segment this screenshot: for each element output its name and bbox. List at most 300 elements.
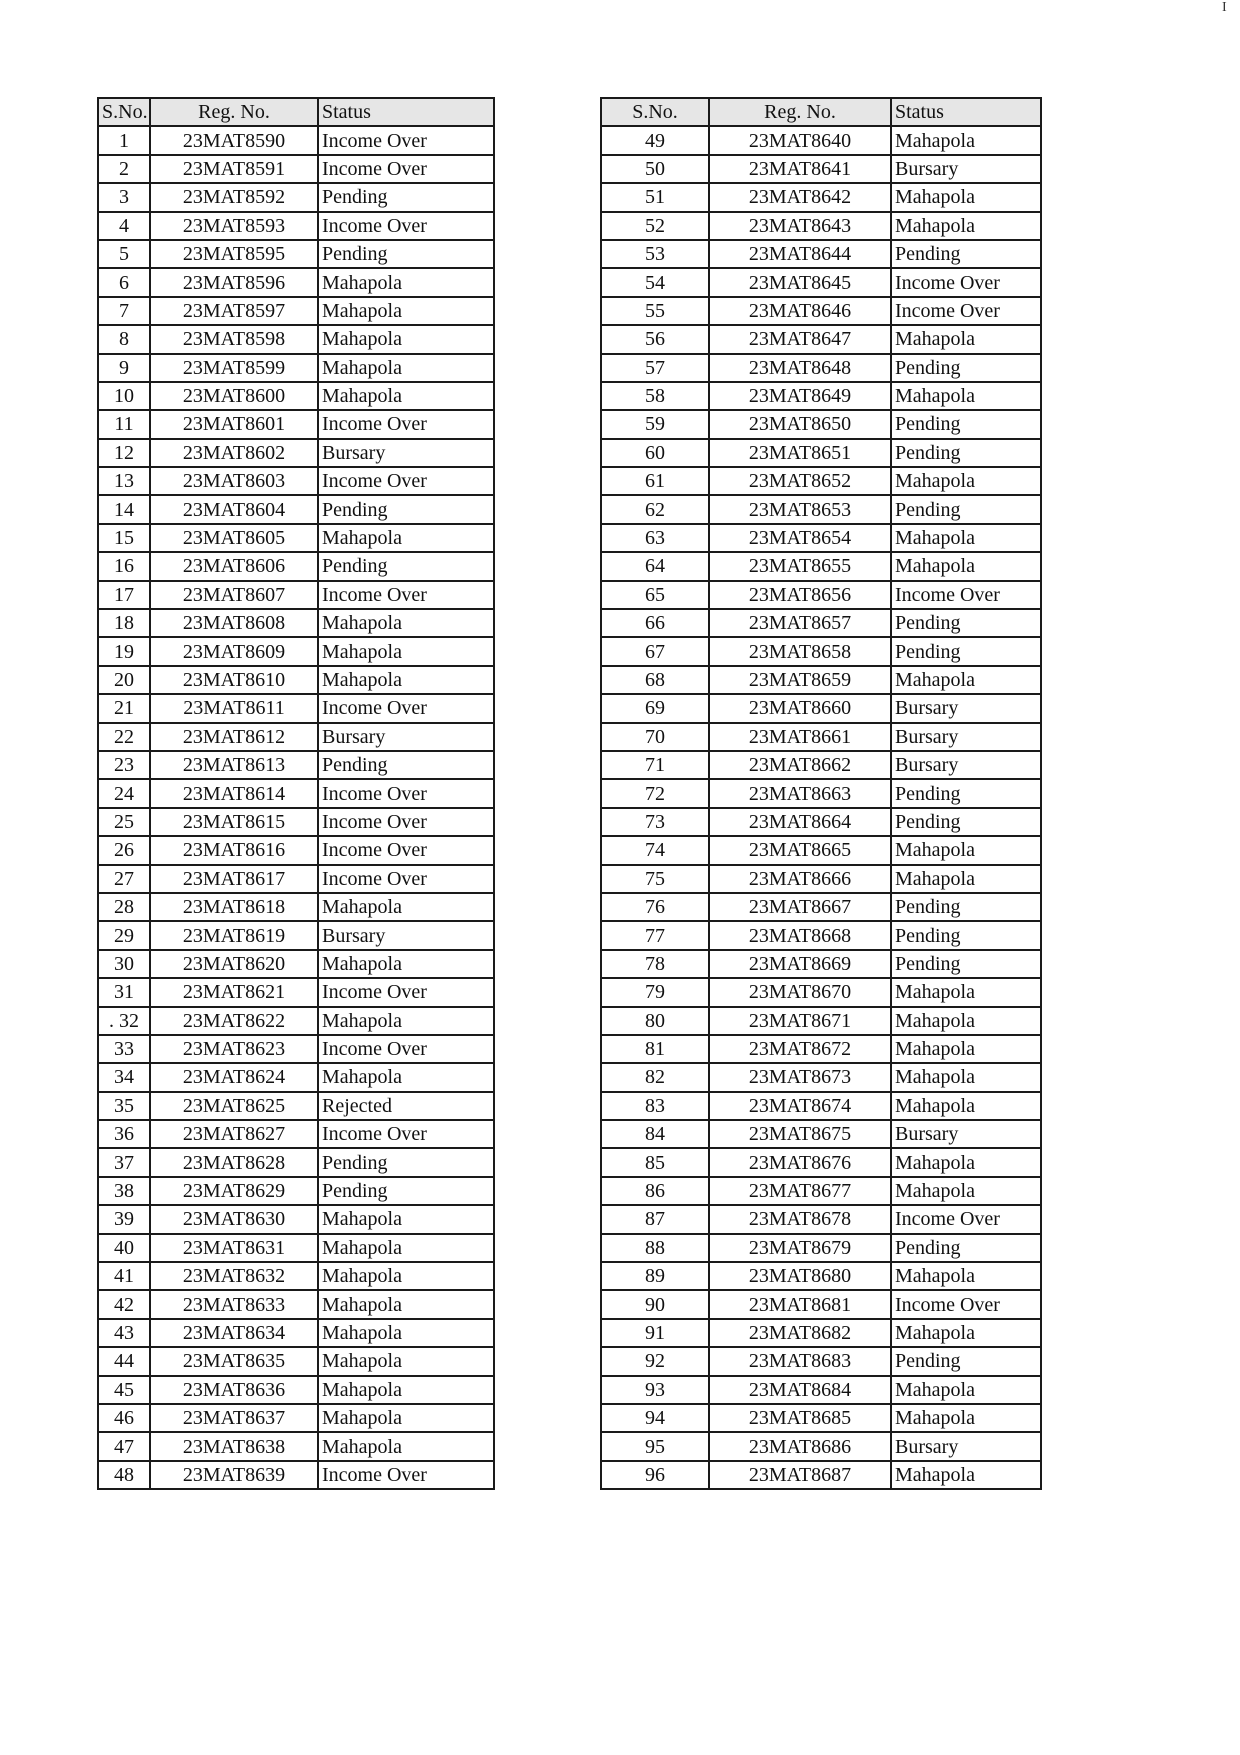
table-row (601, 354, 1041, 382)
table-row (98, 1262, 494, 1290)
cell-sno: 19 (98, 637, 150, 665)
cell-reg-no: 23MAT8678 (709, 1205, 891, 1233)
table-row (98, 268, 494, 296)
table-row (601, 666, 1041, 694)
cell-status: Bursary (891, 1432, 1041, 1460)
header-sno: S.No. (601, 98, 709, 126)
cell-status: Mahapola (318, 1404, 494, 1432)
cell-status: Pending (318, 552, 494, 580)
table-row (601, 1205, 1041, 1233)
cell-reg-no: 23MAT8612 (150, 723, 318, 751)
cell-sno: 22 (98, 723, 150, 751)
cell-status: Bursary (891, 694, 1041, 722)
cell-reg-no: 23MAT8597 (150, 297, 318, 325)
cell-reg-no: 23MAT8649 (709, 382, 891, 410)
table-row (98, 1092, 494, 1120)
cell-status: Mahapola (891, 1035, 1041, 1063)
cell-sno: 27 (98, 865, 150, 893)
table-row (98, 1376, 494, 1404)
cell-status: Income Over (891, 268, 1041, 296)
cell-sno: 50 (601, 155, 709, 183)
cell-reg-no: 23MAT8674 (709, 1092, 891, 1120)
cell-sno: 76 (601, 893, 709, 921)
cell-status: Pending (891, 950, 1041, 978)
table-row (98, 410, 494, 438)
table-row (601, 524, 1041, 552)
table-row (601, 1148, 1041, 1176)
cell-sno: 40 (98, 1234, 150, 1262)
cell-reg-no: 23MAT8618 (150, 893, 318, 921)
cell-status: Mahapola (891, 325, 1041, 353)
cell-reg-no: 23MAT8638 (150, 1432, 318, 1460)
table-row (98, 723, 494, 751)
table-row (601, 1092, 1041, 1120)
cell-sno: 57 (601, 354, 709, 382)
cell-reg-no: 23MAT8654 (709, 524, 891, 552)
cell-sno: 4 (98, 212, 150, 240)
cell-sno: 89 (601, 1262, 709, 1290)
cell-reg-no: 23MAT8685 (709, 1404, 891, 1432)
cell-sno: 14 (98, 495, 150, 523)
cell-status: Mahapola (318, 325, 494, 353)
cell-reg-no: 23MAT8613 (150, 751, 318, 779)
cell-status: Mahapola (318, 1262, 494, 1290)
cell-sno: 25 (98, 808, 150, 836)
cell-status: Mahapola (891, 552, 1041, 580)
cell-sno: 51 (601, 183, 709, 211)
cell-status: Mahapola (891, 1461, 1041, 1489)
cell-status: Mahapola (318, 1319, 494, 1347)
cell-reg-no: 23MAT8590 (150, 126, 318, 154)
cell-status: Pending (891, 354, 1041, 382)
table-row (98, 666, 494, 694)
table-row (98, 921, 494, 949)
cell-sno: 68 (601, 666, 709, 694)
table-row (601, 637, 1041, 665)
cell-sno: 66 (601, 609, 709, 637)
table-row (98, 1205, 494, 1233)
cell-status: Pending (891, 808, 1041, 836)
table-row (98, 240, 494, 268)
cell-reg-no: 23MAT8675 (709, 1120, 891, 1148)
cell-reg-no: 23MAT8596 (150, 268, 318, 296)
cell-status: Mahapola (891, 1262, 1041, 1290)
table-header-row (98, 98, 494, 126)
table-row (601, 1461, 1041, 1489)
cell-sno: 85 (601, 1148, 709, 1176)
cell-sno: 20 (98, 666, 150, 694)
table-row (98, 1347, 494, 1375)
cell-status: Mahapola (891, 1148, 1041, 1176)
table-row (98, 751, 494, 779)
cell-status: Bursary (891, 155, 1041, 183)
cell-sno: 36 (98, 1120, 150, 1148)
cell-sno: 6 (98, 268, 150, 296)
cell-reg-no: 23MAT8608 (150, 609, 318, 637)
cell-reg-no: 23MAT8670 (709, 978, 891, 1006)
table-row (98, 1120, 494, 1148)
cell-reg-no: 23MAT8667 (709, 893, 891, 921)
cell-sno: 47 (98, 1432, 150, 1460)
cell-sno: 42 (98, 1290, 150, 1318)
table-row (601, 978, 1041, 1006)
table-row (601, 694, 1041, 722)
cell-reg-no: 23MAT8653 (709, 495, 891, 523)
table-row (98, 524, 494, 552)
table-row (601, 1432, 1041, 1460)
header-status: Status (318, 98, 494, 126)
cell-reg-no: 23MAT8598 (150, 325, 318, 353)
cell-sno: 84 (601, 1120, 709, 1148)
cell-reg-no: 23MAT8616 (150, 836, 318, 864)
cell-reg-no: 23MAT8666 (709, 865, 891, 893)
table-row (601, 1347, 1041, 1375)
cell-reg-no: 23MAT8610 (150, 666, 318, 694)
cell-sno: 90 (601, 1290, 709, 1318)
cell-reg-no: 23MAT8617 (150, 865, 318, 893)
table-row (98, 808, 494, 836)
cell-status: Mahapola (891, 524, 1041, 552)
cell-status: Bursary (318, 723, 494, 751)
cell-reg-no: 23MAT8658 (709, 637, 891, 665)
cell-reg-no: 23MAT8627 (150, 1120, 318, 1148)
cell-status: Mahapola (318, 297, 494, 325)
table-row (98, 1290, 494, 1318)
cell-status: Pending (318, 1148, 494, 1176)
table-row (98, 1234, 494, 1262)
cell-status: Mahapola (891, 1092, 1041, 1120)
cell-status: Mahapola (318, 382, 494, 410)
cell-sno: 71 (601, 751, 709, 779)
cell-sno: 15 (98, 524, 150, 552)
cell-status: Mahapola (318, 893, 494, 921)
cell-status: Mahapola (891, 1007, 1041, 1035)
table-row (601, 183, 1041, 211)
cell-sno: 58 (601, 382, 709, 410)
cell-status: Pending (891, 410, 1041, 438)
cell-reg-no: 23MAT8664 (709, 808, 891, 836)
cell-sno: 95 (601, 1432, 709, 1460)
cell-status: Pending (318, 495, 494, 523)
table-row (601, 297, 1041, 325)
table-row (601, 751, 1041, 779)
cell-sno: 49 (601, 126, 709, 154)
cell-sno: 88 (601, 1234, 709, 1262)
cell-sno: 17 (98, 581, 150, 609)
table-row (601, 1290, 1041, 1318)
table-row (601, 240, 1041, 268)
cell-reg-no: 23MAT8600 (150, 382, 318, 410)
cell-status: Mahapola (891, 1404, 1041, 1432)
table-body (98, 126, 494, 1489)
cell-status: Income Over (318, 779, 494, 807)
table-row (98, 978, 494, 1006)
cell-reg-no: 23MAT8641 (709, 155, 891, 183)
cell-sno: 78 (601, 950, 709, 978)
table-row (98, 155, 494, 183)
cell-status: Mahapola (891, 212, 1041, 240)
table-row (98, 637, 494, 665)
table-row (98, 325, 494, 353)
cell-reg-no: 23MAT8606 (150, 552, 318, 580)
cell-reg-no: 23MAT8655 (709, 552, 891, 580)
cell-status: Bursary (318, 439, 494, 467)
cell-reg-no: 23MAT8603 (150, 467, 318, 495)
cell-reg-no: 23MAT8656 (709, 581, 891, 609)
cell-status: Pending (891, 1234, 1041, 1262)
cell-reg-no: 23MAT8646 (709, 297, 891, 325)
table-row (601, 1063, 1041, 1091)
cell-status: Mahapola (318, 1205, 494, 1233)
cell-status: Pending (891, 609, 1041, 637)
cell-status: Pending (318, 240, 494, 268)
cell-reg-no: 23MAT8624 (150, 1063, 318, 1091)
cell-reg-no: 23MAT8686 (709, 1432, 891, 1460)
cell-status: Mahapola (891, 183, 1041, 211)
cell-status: Income Over (891, 1205, 1041, 1233)
cell-reg-no: 23MAT8631 (150, 1234, 318, 1262)
table-row (98, 212, 494, 240)
cell-sno: 61 (601, 467, 709, 495)
cell-status: Mahapola (891, 1319, 1041, 1347)
cell-status: Income Over (318, 410, 494, 438)
table-row (98, 354, 494, 382)
table-row (98, 1404, 494, 1432)
cell-sno: 29 (98, 921, 150, 949)
cell-status: Mahapola (891, 1063, 1041, 1091)
cell-reg-no: 23MAT8625 (150, 1092, 318, 1120)
table-row (601, 439, 1041, 467)
cell-status: Pending (891, 1347, 1041, 1375)
cell-sno: 64 (601, 552, 709, 580)
header-reg-no: Reg. No. (150, 98, 318, 126)
table-row (601, 1234, 1041, 1262)
cell-sno: 77 (601, 921, 709, 949)
table-header-row (601, 98, 1041, 126)
cell-reg-no: 23MAT8679 (709, 1234, 891, 1262)
cell-reg-no: 23MAT8632 (150, 1262, 318, 1290)
cell-sno: 33 (98, 1035, 150, 1063)
cell-status: Mahapola (318, 609, 494, 637)
cell-status: Rejected (318, 1092, 494, 1120)
cell-sno: 1 (98, 126, 150, 154)
table-row (98, 439, 494, 467)
cell-status: Income Over (318, 467, 494, 495)
table-row (601, 1376, 1041, 1404)
cell-status: Pending (891, 439, 1041, 467)
table-row (601, 1262, 1041, 1290)
cell-reg-no: 23MAT8659 (709, 666, 891, 694)
cell-sno: 54 (601, 268, 709, 296)
cell-sno: 69 (601, 694, 709, 722)
cell-sno: 23 (98, 751, 150, 779)
table-row (98, 1319, 494, 1347)
cell-reg-no: 23MAT8599 (150, 354, 318, 382)
cell-sno: 35 (98, 1092, 150, 1120)
table-row (98, 183, 494, 211)
cell-sno: 65 (601, 581, 709, 609)
status-table-left (97, 97, 495, 1490)
cell-status: Mahapola (891, 1376, 1041, 1404)
cell-sno: 39 (98, 1205, 150, 1233)
cell-status: Pending (891, 779, 1041, 807)
cell-sno: 74 (601, 836, 709, 864)
cell-status: Mahapola (318, 524, 494, 552)
table-row (601, 495, 1041, 523)
cell-sno: 96 (601, 1461, 709, 1489)
cell-sno: 38 (98, 1177, 150, 1205)
cell-reg-no: 23MAT8651 (709, 439, 891, 467)
cell-reg-no: 23MAT8629 (150, 1177, 318, 1205)
cell-reg-no: 23MAT8593 (150, 212, 318, 240)
cell-sno: 2 (98, 155, 150, 183)
cell-reg-no: 23MAT8662 (709, 751, 891, 779)
cell-reg-no: 23MAT8622 (150, 1007, 318, 1035)
table-row (98, 893, 494, 921)
cell-reg-no: 23MAT8630 (150, 1205, 318, 1233)
table-row (98, 836, 494, 864)
table-row (98, 1063, 494, 1091)
cell-sno: 34 (98, 1063, 150, 1091)
cell-status: Mahapola (318, 1007, 494, 1035)
cell-sno: 70 (601, 723, 709, 751)
cell-sno: 62 (601, 495, 709, 523)
cell-sno: 10 (98, 382, 150, 410)
status-table-right (600, 97, 1042, 1490)
table-row (601, 808, 1041, 836)
table-body (601, 126, 1041, 1489)
cell-sno: 75 (601, 865, 709, 893)
cell-reg-no: 23MAT8637 (150, 1404, 318, 1432)
cell-status: Pending (318, 183, 494, 211)
table-row (601, 552, 1041, 580)
cell-reg-no: 23MAT8643 (709, 212, 891, 240)
cell-reg-no: 23MAT8682 (709, 1319, 891, 1347)
cell-reg-no: 23MAT8614 (150, 779, 318, 807)
table-row (601, 893, 1041, 921)
cell-status: Income Over (318, 808, 494, 836)
cell-sno: . 32 (98, 1007, 150, 1035)
table-row (601, 836, 1041, 864)
cell-reg-no: 23MAT8660 (709, 694, 891, 722)
table-row (601, 1404, 1041, 1432)
cell-sno: 26 (98, 836, 150, 864)
cell-sno: 45 (98, 1376, 150, 1404)
table-row (98, 382, 494, 410)
cell-status: Mahapola (318, 1432, 494, 1460)
cell-sno: 21 (98, 694, 150, 722)
cell-reg-no: 23MAT8647 (709, 325, 891, 353)
table-row (601, 467, 1041, 495)
header-reg-no: Reg. No. (709, 98, 891, 126)
cell-reg-no: 23MAT8615 (150, 808, 318, 836)
cell-reg-no: 23MAT8672 (709, 1035, 891, 1063)
cell-sno: 93 (601, 1376, 709, 1404)
table-row (98, 297, 494, 325)
cell-status: Pending (318, 751, 494, 779)
cell-status: Bursary (891, 723, 1041, 751)
cell-status: Mahapola (891, 666, 1041, 694)
cell-status: Income Over (318, 1035, 494, 1063)
cell-reg-no: 23MAT8652 (709, 467, 891, 495)
cell-reg-no: 23MAT8665 (709, 836, 891, 864)
cell-sno: 28 (98, 893, 150, 921)
cell-sno: 46 (98, 1404, 150, 1432)
cell-status: Bursary (891, 751, 1041, 779)
cell-sno: 7 (98, 297, 150, 325)
cell-status: Income Over (318, 865, 494, 893)
cell-reg-no: 23MAT8635 (150, 1347, 318, 1375)
table-row (98, 1148, 494, 1176)
cell-reg-no: 23MAT8636 (150, 1376, 318, 1404)
cell-sno: 87 (601, 1205, 709, 1233)
cell-reg-no: 23MAT8609 (150, 637, 318, 665)
cell-status: Mahapola (318, 950, 494, 978)
cell-sno: 67 (601, 637, 709, 665)
header-status: Status (891, 98, 1041, 126)
table-row (601, 410, 1041, 438)
cell-status: Income Over (318, 126, 494, 154)
cell-sno: 44 (98, 1347, 150, 1375)
cell-status: Mahapola (318, 1290, 494, 1318)
table-row (601, 325, 1041, 353)
cell-reg-no: 23MAT8621 (150, 978, 318, 1006)
cell-sno: 52 (601, 212, 709, 240)
cell-sno: 60 (601, 439, 709, 467)
cell-sno: 79 (601, 978, 709, 1006)
table-row (601, 1035, 1041, 1063)
cell-status: Pending (891, 921, 1041, 949)
cell-status: Mahapola (318, 354, 494, 382)
cell-sno: 72 (601, 779, 709, 807)
cell-sno: 41 (98, 1262, 150, 1290)
cell-reg-no: 23MAT8684 (709, 1376, 891, 1404)
cell-reg-no: 23MAT8620 (150, 950, 318, 978)
cell-reg-no: 23MAT8591 (150, 155, 318, 183)
table-row (601, 126, 1041, 154)
cell-status: Mahapola (318, 268, 494, 296)
cell-sno: 92 (601, 1347, 709, 1375)
cell-sno: 30 (98, 950, 150, 978)
cell-sno: 16 (98, 552, 150, 580)
table-row (98, 1035, 494, 1063)
cell-status: Pending (891, 495, 1041, 523)
cell-status: Income Over (891, 1290, 1041, 1318)
table-row (601, 609, 1041, 637)
table-row (98, 779, 494, 807)
table-row (601, 155, 1041, 183)
table-row (98, 865, 494, 893)
cell-status: Mahapola (318, 1234, 494, 1262)
cell-reg-no: 23MAT8595 (150, 240, 318, 268)
cell-reg-no: 23MAT8681 (709, 1290, 891, 1318)
table-row (98, 609, 494, 637)
cell-reg-no: 23MAT8680 (709, 1262, 891, 1290)
cell-reg-no: 23MAT8661 (709, 723, 891, 751)
cell-sno: 91 (601, 1319, 709, 1347)
cell-status: Bursary (318, 921, 494, 949)
table-row (601, 1120, 1041, 1148)
cell-sno: 55 (601, 297, 709, 325)
cell-sno: 9 (98, 354, 150, 382)
cell-sno: 11 (98, 410, 150, 438)
cell-reg-no: 23MAT8592 (150, 183, 318, 211)
cell-reg-no: 23MAT8676 (709, 1148, 891, 1176)
table-row (601, 779, 1041, 807)
cell-sno: 94 (601, 1404, 709, 1432)
table-row (601, 1319, 1041, 1347)
cell-status: Income Over (318, 581, 494, 609)
